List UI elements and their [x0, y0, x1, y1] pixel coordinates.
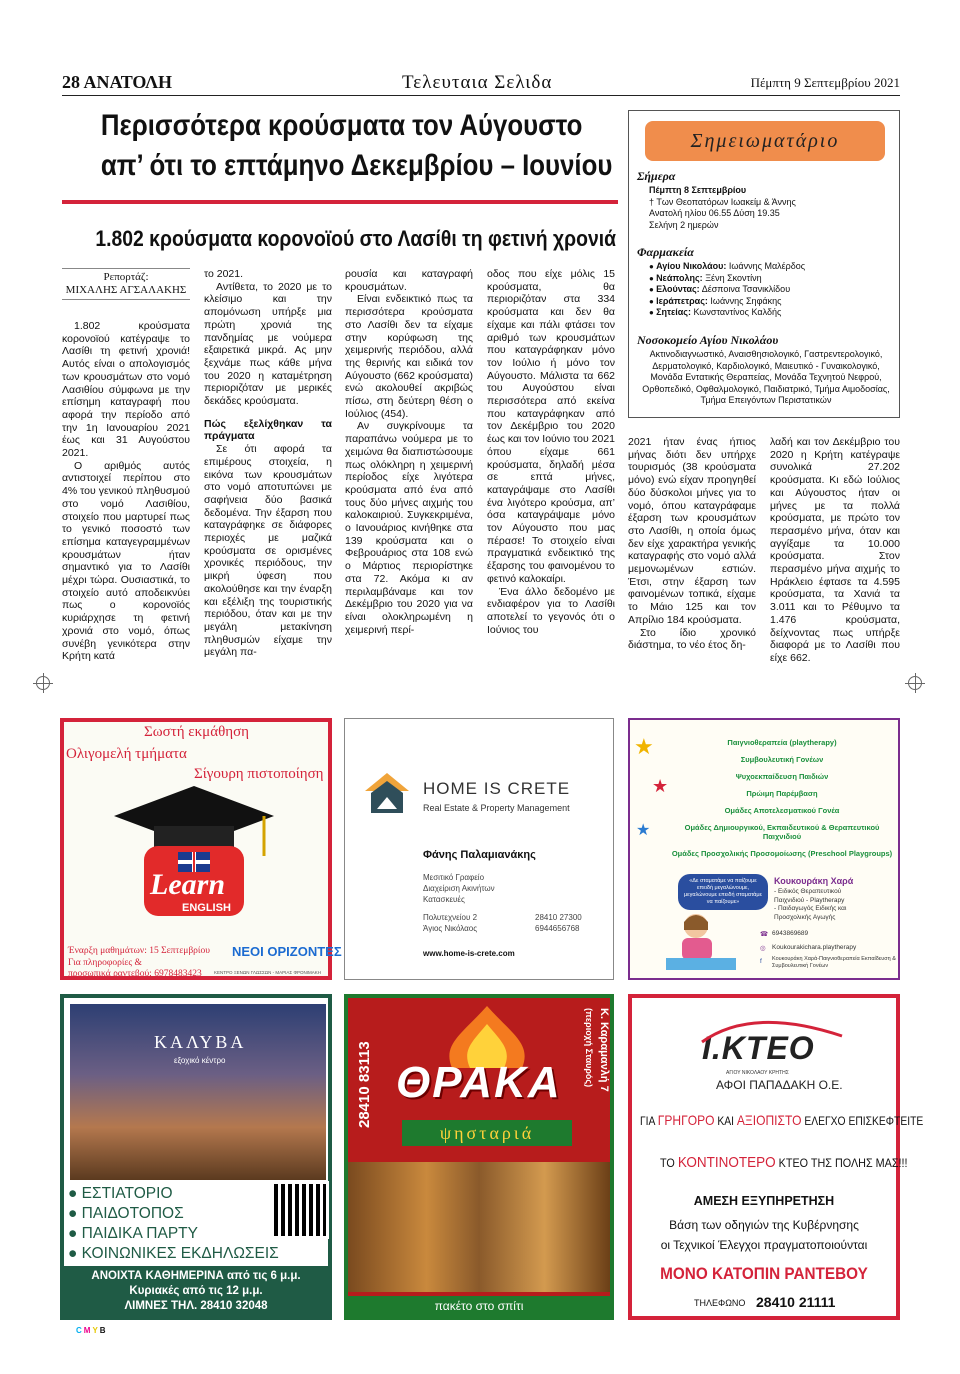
ad-thraka[interactable] [344, 994, 614, 1320]
article-paragraph: Είναι ενδεικτικό πως τα περισσότερα κρούσματα στο Λασίθι δεν τα είχαμε στην κορύφωση της χειμερινής περιόδου, αλλά της θερινής και ειδικά τον Αύγουστο (662 κρούσματα) ενώ ακολουθεί ακριβώς πίσω, στη δεύτερη θέση ο Ιούλιος (454). [345, 293, 473, 420]
learn-logo: Learn [150, 868, 225, 901]
page-number: 28 ΑΝΑΤΟΛΗ [62, 72, 173, 92]
kalyva-sub: εξοχικό κέντρο [174, 1056, 226, 1065]
hospital-departments: Ακτινοδιαγνωστικό, Αναισθησιολογικό, Γαστρεντερολογικό, Δερματολογικό, Καρδιολογικό, Μαιευτικό - Γυναικολογικό, Μονάδα Εντατικής Θεραπείας, Μονάδα Τεχνητού Νεφρού, Ορθοπεδικό, Οφθαλμολογικό, Παιδιατρικό, Τμήμα Αιμοδοσίας, Τμήμα Επειγόντων Περιστατικών [642, 349, 890, 405]
pharmacy-item: ● Νεάπολης: Ξένη Σκοντίνη [649, 273, 805, 285]
service-item: ● ΠΑΙΔΟΤΟΠΟΣ [68, 1205, 184, 1222]
thraka-area: (περιοχή Σταυρός) [584, 1008, 594, 1088]
star-icon: ★ [634, 734, 654, 759]
kteo-logo: Ι.ΚΤΕΟ [702, 1030, 815, 1066]
registration-mark-icon [36, 676, 50, 690]
thraka-phone: 28410 83113 [356, 1041, 373, 1128]
ad-playtherapy[interactable] [628, 718, 900, 980]
service-item: Ομάδες Αποτελεσματικού Γονέα [724, 806, 840, 815]
pharmacy-item: ● Αγίου Νικολάου: Ιωάννης Μαλέρδος [649, 261, 805, 273]
service-item: Πρώιμη Παρέμβαση [746, 789, 818, 798]
english-line-1: Σωστή εκμάθηση [144, 724, 250, 740]
article-paragraph: 2021 ήταν ένας ήπιος μήνας διότι δεν υπήρχε τουρισμός (38 κρούσματα μόνο) ενώ είχαν προηγηθεί δύο δύσκολοι μήνες για το νομό, όπου καταγράφαμε έξαρση των κρουσμάτων στο Λασίθι, η οποία όμως δεν είχε χαρακτήρα γενικής καταγραφής στο νομό αλλά μεμονωμένων εστιών. Έτσι, στην έξαρση των φαινομένων τοπικά, είχαμε το Μάιο 125 και τον Απρίλιο 184 κρούσματα. [628, 436, 756, 626]
article-column-5 [628, 436, 756, 652]
thraka-subtitle: ψησταριά [402, 1120, 572, 1146]
hic-address: Πολυτεχνείου 2 [423, 913, 478, 922]
kteo-tel-label: ΤΗΛΕΦΩΝΟ [694, 1298, 746, 1308]
article-paragraph: Σε ότι αφορά τα επιμέρους στοιχεία, η εικόνα των κρουσμάτων στο νομό αποτυπώνει με σαφήνεια δύο βασικά δεδομένα. Την έξαρση που καταγράφηκε σε διάφορες περιοχές με μαζικά κρούσματα σε ορισμένες χρονικές περιόδους, την μικρή ύφεση που ακολούθησε και την έναρξη και εξέλιξη της τουριστικής περιόδου, όταν και με την μεγάλη μετακίνηση πληθυσμών είχαμε την μεγάλη πα- [204, 443, 332, 659]
article-paragraph: Αν συγκρίνουμε τα παραπάνω νούμερα με το χειμώνα θα διαπιστώσουμε πως ολόκληρη η χειμερινή περίοδος είχε λιγότερα κρούσματα από ένα από τους δύο μήνες αιχμής του καλοκαιριού. Συγκεκριμένα, ο Ιανουάριος κινήθηκε στα 139 κρούσματα και ο Φεβρουάριος στα 108 ενώ ο Μάρτιος περιορίστηκε στα 72. Ακόμα κι αν περιλαμβάναμε και τον Δεκέμβριο του 2020 για να είναι ολοκληρωμένη η χειμερινή περί- [345, 420, 473, 636]
restaurant-photo [70, 1004, 326, 1180]
article-paragraph: λαδή και τον Δεκέμβριο του 2020 η Κρήτη κατέγραψε συνολικά 27.202 κρούσματα. Κι εδώ Ιούλιος και Αύγουστος ήταν οι μήνες με τα πολλά κρούσματα, με πρώτο τον περασμένο μήνα, όταν και αγγίξαμε τα 10.000 κρούσματα. Στον περασμένο μήνα αιχμής το Ηράκλειο έφτασε τα 4.595 κρούσματα, τα Χανιά τα 3.011 και το Ρέθυμνο τα 1.476 κρούσματα, δείχνοντας πως υπήρξε διαφορά με το Λασίθι που είχε 662. [770, 436, 900, 664]
cmyb-marks: CMYB [76, 1326, 108, 1335]
service-item: Ομάδες Δημιουργικού, Εκπαιδευτικού & Θεραπευτικού Παιχνιδιού [684, 823, 880, 841]
pharmacy-item: ● Ιεράπετρας: Ιωάννης Σηφάκης [649, 296, 805, 308]
article-paragraph: οδος που είχε μόλις 15 κρούσματα, θα περιοριζόταν στα 334 κρούσματα και δεν θα είχαμε και πάλι φτάσει τον αριθμό των κρουσμάτων που καταγράφηκαν μόνο τον Ιούλιο ή μόνο τον Αύγουστο. Μάλιστα τα 662 του Αυγούστου είναι περισσότερα από εκείνα που καταγράφηκαν από τον Δεκέμβριο του 2020 έως και τον Ιούνιο του 2021 όπου είχαμε 661 κρούσματα, δηλαδή μέσα σε επτά μήνες, καταγράψαμε στο Λασίθι ένα λιγότερο κρούσμα, απ’ όσα καταγράψαμε μόνο τον Αύγουστο που μας πέρασε! Το στοιχείο είναι πραγματικά ενδεικτικό της έξαρσης του φαινομένου το φετινό καλοκαίρι. [487, 268, 615, 585]
english-info: Για πληροφορίες & [68, 958, 142, 968]
star-icon: ★ [636, 822, 651, 839]
hic-service: Μεσιτικό Γραφείο [423, 873, 485, 882]
notes-banner: Σημειωματάριο [645, 121, 885, 161]
article-column-6 [770, 436, 900, 665]
playtherapy-quote: «Δε σταματάμε να παίζουμε επειδή μεγαλώνουμε, μεγαλώνουμε επειδή σταματάμε να παίζουμε» [678, 874, 768, 910]
notes-box [628, 110, 900, 418]
pharmacy-item: ● Σητείας: Κωνσταντίνος Καλδής [649, 307, 805, 319]
kteo-company: ΑΦΟΙ ΠΑΠΑΔΑΚΗ Ο.Ε. [716, 1078, 843, 1092]
thraka-address: Κ. Καραμανλή 7 [598, 1008, 610, 1092]
ad-kalyva[interactable] [60, 994, 332, 1320]
service-item: Συμβουλευτική Γονέων [740, 755, 824, 764]
byline-name: ΜΙΧΑΛΗΣ ΑΓΣΑΛΑΚΗΣ [65, 284, 187, 296]
therapist-facebook: Κουκουράκη Χαρά-Παιγνιοθεραπεία Εκπαίδευση & Συμβουλευτική Γονέων [772, 956, 896, 969]
article-paragraph: 1.802 κρούσματα κορονοϊού κατέγραψε το Λασίθι τη φετινή χρονιά! Αυτός είναι ο απολογισμός των κρουσμάτων στο νομό Λασιθίου σύμφωνα με την επίσημη καταγραφή που αφορά την περίοδο από την 1η Ιανουαρίου 2021 έως και 31 Αυγούστου 2021. [62, 320, 190, 460]
hic-service: Διαχείριση Ακινήτων [423, 884, 495, 893]
kteo-logo-sub: ΑΓΙΟΥ ΝΙΚΟΛΑΟΥ ΚΡΗΤΗΣ [726, 1070, 789, 1076]
hic-mobile: 6944656768 [535, 924, 580, 933]
kteo-line-6: ΜΟΝΟ ΚΑΤΟΠΙΝ ΡΑΝΤΕΒΟΥ [660, 1264, 868, 1283]
ad-kteo[interactable] [628, 994, 924, 1320]
headline-divider [62, 200, 618, 204]
byline [62, 268, 190, 300]
kteo-line-1: ΓΙΑ ΓΡΗΓΟΡΟ ΚΑΙ ΑΞΙΟΠΙΣΤΟ ΕΛΕΓΧΟ ΕΠΙΣΚΕΦΤΕΙΤΕ [640, 1112, 924, 1128]
kalyva-services [68, 1184, 279, 1264]
therapist-phone: 6943869689 [772, 930, 809, 937]
kalyva-hours: ΑΝΟΙΧΤΑ ΚΑΘΗΜΕΡΙΝΑ από τις 6 μ.μ. Κυριακές από τις 12 μ.μ. ΛΙΜΝΕΣ ΤΗΛ. 28410 32048 [64, 1266, 328, 1316]
child-drawing-icon [666, 910, 736, 972]
article-column-2 [204, 268, 332, 659]
kteo-line-2: ΤΟ ΚΟΝΤΙΝΟΤΕΡΟ ΚΤΕΟ ΤΗΣ ΠΟΛΗΣ ΜΑΣ!!! [660, 1154, 908, 1171]
kteo-line-4: Βάση των οδηγιών της Κυβέρνησης [669, 1218, 859, 1232]
section-title: Τελευταια Σελιδα [402, 72, 553, 93]
service-item: ● ΚΟΙΝΩΝΙΚΕΣ ΕΚΔΗΛΩΣΕΙΣ [68, 1245, 279, 1262]
pharmacy-list [649, 261, 805, 319]
english-start: Έναρξη μαθημάτων: 15 Σεπτεμβρίου [68, 946, 210, 956]
article-paragraph: ρουσία και καταγραφή κρουσμάτων. [345, 268, 473, 293]
today-date: Πέμπτη 8 Σεπτεμβρίου [649, 185, 747, 195]
pharmacies-label: Φαρμακεία [637, 245, 694, 259]
today-moon: Σελήνη 2 ημερών [649, 219, 719, 230]
therapist-name: Κουκουράκη Χαρά [774, 876, 854, 886]
today-saints: † Των Θεοπατόρων Ιωακείμ & Άννης [649, 196, 796, 207]
service-item: Παιγνιοθεραπεία (playtherapy) [727, 738, 837, 747]
article-column-4 [487, 268, 615, 636]
article-column-1 [62, 320, 190, 663]
page-header [62, 72, 900, 96]
kalyva-name: ΚΑΛΥΒΑ [154, 1032, 247, 1052]
article-paragraph: το 2021. [204, 268, 244, 280]
brand-subtitle: ΚΕΝΤΡΟ ΞΕΝΩΝ ΓΛΩΣΣΩΝ - ΜΑΡΙΑΣ ΦΡΟΝΙΜΑΚΗ [214, 970, 322, 975]
ad-learn-english[interactable] [60, 718, 342, 980]
byline-label: Ρεπορτάζ: [103, 271, 149, 283]
playtherapy-services [670, 734, 894, 858]
hic-website[interactable]: www.home-is-crete.com [423, 949, 515, 958]
today-label: Σήμερα [637, 169, 676, 183]
pharmacy-item: ● Ελούντας: Δέσποινα Τσανικλίδου [649, 284, 805, 296]
kteo-line-3: ΑΜΕΣΗ ΕΞΥΠΗΡΕΤΗΣΗ [693, 1194, 835, 1208]
registration-mark-icon [908, 676, 922, 690]
star-icon: ★ [652, 776, 669, 796]
kteo-tel: 28410 21111 [756, 1294, 836, 1310]
hic-person: Φάνης Παλαμιανάκης [423, 849, 536, 861]
issue-date: Πέμπτη 9 Σεπτεμβρίου 2021 [750, 75, 900, 90]
article-crosshead: Πώς εξελίχθηκαν τα πράγματα [204, 417, 332, 443]
ad-home-is-crete[interactable] [344, 718, 614, 980]
gyros-photo [348, 1162, 610, 1292]
hic-address: Άγιος Νικόλαος [423, 924, 478, 933]
qr-code-icon [274, 1184, 326, 1236]
article-paragraph: Αντίθετα, το 2020 με το κλείσιμο και την απομόνωση υπήρξε μια πρώτη χρονιά της πανδημίας με νούμερα εξαιρετικά μικρά. Ας μην ξεχνάμε πως κάθε μήνα του 2020 η καταμέτρηση περιοριζόταν με μερικές δεκάδες κρούσματα. [204, 280, 332, 408]
article-paragraph: Ένα άλλο δεδομένο με ενδιαφέρον για το Λασίθι αποτελεί το γεγονός ότι ο Ιούνιος του [487, 585, 615, 636]
therapist-instagram: Koukourakichara.playtherapy [772, 944, 857, 951]
facebook-icon: f [760, 958, 762, 965]
article-column-3 [345, 268, 473, 636]
instagram-icon: ◎ [760, 945, 766, 952]
house-logo-icon [363, 769, 411, 817]
service-item: Ομάδες Προσχολικής Προσομοίωσης (Preschool Playgroups) [671, 849, 893, 858]
brand-neoi-orizontes: ΝΕΟΙ ΟΡΙΖΟΝΤΕΣ [232, 944, 342, 959]
headline-line-2: απ’ ότι το επτάμηνο Δεκεμβρίου – Ιουνίου [100, 149, 613, 182]
headline-line-1: Περισσότερα κρούσματα τον Αύγουστο [100, 109, 583, 142]
therapist-desc: - Ειδικός Θεραπευτικού Παιχνιδιού - Playtherapy - Παιδαγωγός Ειδικής και Προσχολικής Αγωγής [774, 888, 847, 921]
hic-tagline: Real Estate & Property Management [423, 803, 570, 813]
english-line-2: Ολιγομελή τμήματα [66, 746, 187, 762]
today-info [649, 185, 796, 231]
thraka-logo: ΘΡΑΚΑ [396, 1058, 562, 1107]
article-paragraph: Στο ίδιο χρονικό διάστημα, το νέο έτος δη- [628, 626, 756, 652]
today-sun: Ανατολή ηλίου 06.55 Δύση 19.35 [649, 208, 780, 218]
article-paragraph: Ο αριθμός αυτός αντιστοιχεί περίπου στο 4% του γενικού πληθυσμού στο νομό Λασιθίου, στοιχείο που μαρτυρεί πως το γενικό ποσοστό των επίσημα καταγεγραμμένων κρουσμάτων ήταν σημαντικό για το Λασίθι μέχρι τώρα. Ουσιαστικά, το στοιχείο αυτό αποδεικνύει πως ο κορονοϊός κυριάρχησε τη φετινή χρονιά στο νομό, όπως συνέβη γενικότερα στην Κρήτη κατά [62, 459, 190, 663]
subheadline: 1.802 κρούσματα κορονοϊού στο Λασίθι τη φετινή χρονιά [95, 226, 617, 251]
service-item: Ψυχοεκπαίδευση Παιδιών [735, 772, 829, 781]
kteo-line-5: οι Τεχνικοί Έλεγχοι πραγματοποιούνται [660, 1238, 868, 1252]
hospital-label: Νοσοκομείο Αγίου Νικολάου [637, 333, 779, 347]
english-line-3: Σίγουρη πιστοποίηση [194, 766, 324, 782]
english-logo: ENGLISH [182, 902, 231, 914]
hic-phone: 28410 27300 [535, 913, 582, 922]
phone-icon: ☎ [760, 931, 769, 938]
service-item: ● ΠΑΙΔΙΚΑ ΠΑΡΤΥ [68, 1225, 198, 1242]
english-phone: προσωπικά ραντεβού: 6978483423 [68, 969, 202, 979]
hic-service: Κατασκευές [423, 895, 465, 904]
thraka-delivery: πακέτο στο σπίτι [348, 1296, 610, 1316]
headline [100, 106, 613, 186]
car-outline-icon [692, 1012, 852, 1044]
service-item: ● ΕΣΤΙΑΤΟΡΙΟ [68, 1185, 173, 1202]
hic-name: HOME IS CRETE [423, 779, 571, 798]
